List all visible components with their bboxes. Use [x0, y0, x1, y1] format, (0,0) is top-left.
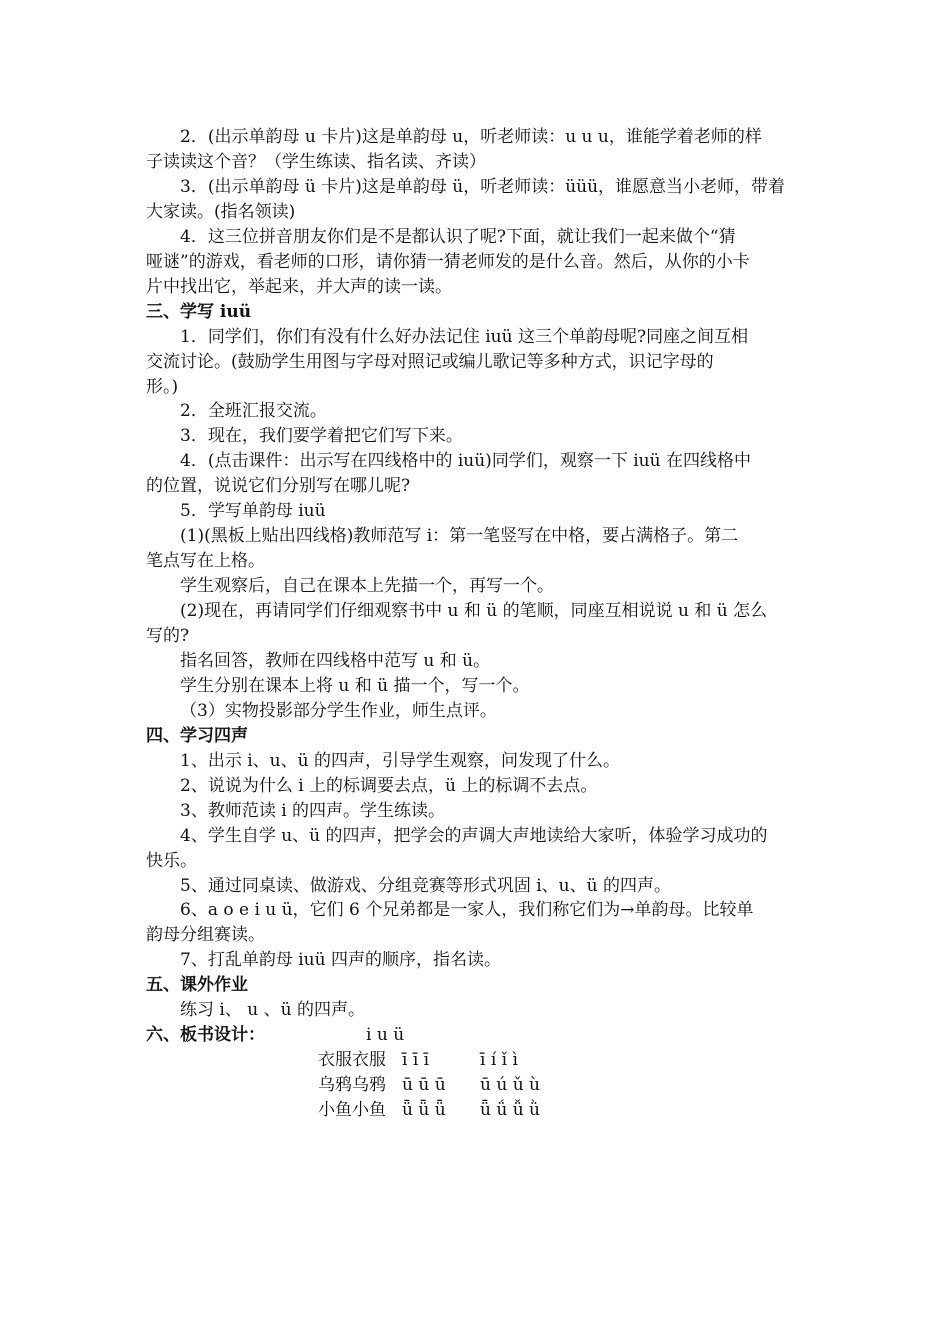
text-line: 的位置，说说它们分别写在哪儿呢? [146, 476, 411, 497]
text-line: 4．这三位拼音朋友你们是不是都认识了呢?下面，就让我们一起来做个“猜 [180, 226, 736, 247]
text-line: 笔点写在上格。 [146, 551, 265, 572]
text-line: 3．(出示单韵母 ü 卡片)这是单韵母 ü，听老师读：üüü，谁愿意当小老师，带着 [180, 176, 786, 197]
board-letters: i u ü [366, 1025, 405, 1045]
text-line: 交流讨论。(鼓励学生用图与字母对照记或编儿歌记等多种方式，识记字母的 [146, 351, 714, 372]
text-line: 学生观察后，自己在课本上先描一个，再写一个。 [180, 576, 554, 597]
text-line: 2、说说为什么 i 上的标调要去点，ü 上的标调不去点。 [180, 775, 598, 796]
text-line: 4、学生自学 u、ü 的四声，把学会的声调大声地读给大家听，体验学习成功的 [180, 825, 768, 846]
board-row-flat: ū ū ū [402, 1075, 446, 1095]
board-row-flat: ī ī ī [402, 1050, 430, 1070]
text-line: 哑谜”的游戏，看老师的口形，请你猜一猜老师发的是什么音。然后，从你的小卡 [146, 251, 750, 272]
board-row-tones: ū ú ǔ ù [480, 1075, 541, 1095]
text-line: 形。) [146, 376, 179, 397]
text-line: 5．学写单韵母 iuü [180, 501, 326, 522]
text-line: 7、打乱单韵母 iuü 四声的顺序，指名读。 [180, 950, 501, 971]
text-line: 韵母分组赛读。 [146, 925, 265, 946]
text-line: 快乐。 [146, 850, 197, 871]
board-row-word: 衣服衣服 [318, 1050, 386, 1070]
text-line: 2．全班汇报交流。 [180, 401, 327, 422]
text-line: 5、通过同桌读、做游戏、分组竞赛等形式巩固 i、u、ü 的四声。 [180, 875, 671, 896]
text-line: 指名回答，教师在四线格中范写 u 和 ü。 [180, 650, 491, 671]
text-line: (2)现在，再请同学们仔细观察书中 u 和 ü 的笔顺，同座互相说说 u 和 ü 怎么 [180, 601, 768, 621]
board-row-tones: ī í ǐ ì [480, 1050, 518, 1070]
text-line: 1．同学们，你们有没有什么好办法记住 iuü 这三个单韵母呢?同座之间互相 [180, 326, 749, 347]
board-design-heading: 六、板书设计： [146, 1025, 265, 1045]
section-heading: 五、课外作业 [146, 975, 248, 996]
text-line: 3．现在，我们要学着把它们写下来。 [180, 426, 463, 447]
board-row-flat: ǖ ǖ ǖ [402, 1100, 446, 1120]
text-line: 大家读。(指名领读) [146, 201, 296, 222]
text-line: (1)(黑板上贴出四线格)教师范写 i：第一笔竖写在中格，要占满格子。第二 [180, 526, 739, 547]
text-line: 学生分别在课本上将 u 和 ü 描一个，写一个。 [180, 675, 530, 696]
text-line: 练习 i、 u 、ü 的四声。 [180, 1000, 365, 1021]
text-line: 3、教师范读 i 的四声。学生练读。 [180, 800, 446, 821]
text-line: 片中找出它，举起来，并大声的读一读。 [146, 276, 452, 297]
board-row-word: 小鱼小鱼 [318, 1100, 386, 1120]
text-line: 1、出示 i、u、ü 的四声，引导学生观察，问发现了什么。 [180, 750, 620, 771]
section-heading: 三、学写 iuü [146, 301, 252, 322]
text-line: 6、a o e i u ü，它们 6 个兄弟都是一家人，我们称它们为→单韵母。比较单 [180, 900, 754, 921]
text-line: 4．(点击课件：出示写在四线格中的 iuü)同学们，观察一下 iuü 在四线格中 [180, 451, 751, 472]
text-line: 2．(出示单韵母 u 卡片)这是单韵母 u，听老师读：u u u，谁能学着老师的样 [180, 127, 762, 147]
section-heading: 四、学习四声 [146, 725, 248, 746]
board-row-word: 乌鸦乌鸦 [318, 1075, 386, 1095]
text-line: 子读读这个音？（学生练读、指名读、齐读） [146, 151, 486, 172]
board-row-tones: ǖ ǘ ǚ ǜ [480, 1100, 541, 1120]
text-line: 写的? [146, 626, 190, 646]
text-line: （3）实物投影部分学生作业，师生点评。 [180, 700, 497, 721]
